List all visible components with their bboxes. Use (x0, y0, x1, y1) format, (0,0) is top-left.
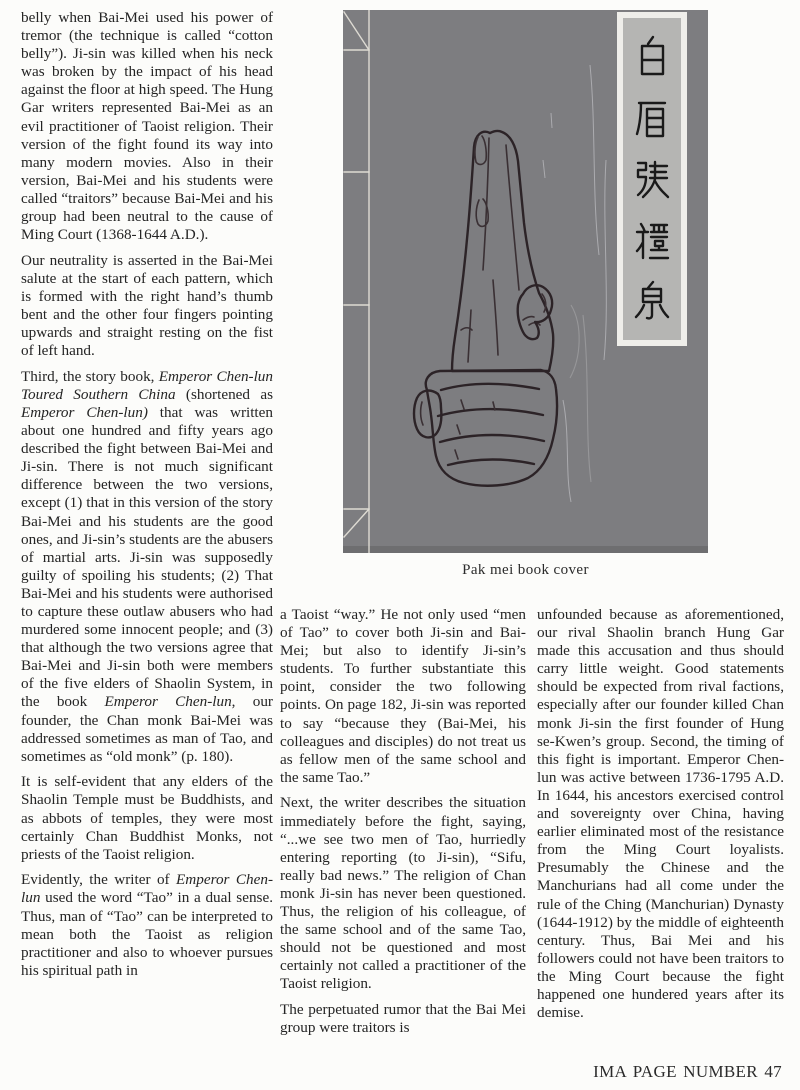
text-segment: Emperor Chen-lun Toured Southern China (21, 367, 273, 403)
title-strip (617, 12, 687, 346)
text-segment: unfounded because as aforementioned, our rival Shaolin branch Hung Gar made this accusation and thus should carry little weight. Good statements should be expected from rival factions, especially after our founder killed Chan monk Ji-sin the first founder of Hung se-Kwen’s group. Second, the timing of this fight is important. Emperor Chen-lun was active between 1736-1795 A.D. In 1644, his ancestors exercised control and sovereignty over China, having earlier eliminated most of the resistance from the Ming Court loyalists. Presumably the Chinese and the Manchurians had all come under the rule of the Ching (Manchurian) Dynasty (1644-1912) by the middle of eighteenth century. Thus, Bai Mei and his followers could not have been traitors to the Ming Court because the fight happened one hundered years after its demise. (537, 606, 784, 1022)
paragraph (280, 794, 526, 993)
page-number: IMA PAGE NUMBER 47 (593, 1062, 782, 1081)
text-segment: Emperor Chen-lun (104, 693, 232, 711)
paragraph (21, 871, 273, 980)
paragraph (280, 606, 526, 787)
book-cover-figure (343, 10, 708, 553)
paragraph (21, 773, 273, 863)
paragraph (21, 9, 273, 244)
text-segment: belly when Bai-Mei used his power of tremor (the technique is called “cotton belly”). Ji-sin was killed when his neck was broken by the impact of his head against the floor at high speed. The Hung Gar writers represented Bai-Mei as an evil practitioner of Taoist religion. Their version of the fight found its way into many modern movies. Also in their version, Bai-Mei and his students were called “traitors” because Bai-Mei and his group had been neutral to the cause of Ming Court (1368-1644 A.D.). (21, 9, 273, 244)
text-segment: (shortened as (175, 385, 273, 403)
text-segment: Next, the writer describes the situation immediately before the fight, saying, “...we see two men of Tao, hurriedly entering reporting (to Ji-sin), “Sifu, really bad news.” The religion of Chan monk Ji-sin has never been questioned. Thus, the religion of his colleague, of the same school and of the same Tao, should not be questioned and most certainly not called a practitioner of the Taoist religion. (280, 794, 526, 993)
text-segment: Emperor Chen-lun) (21, 403, 148, 421)
paragraph (280, 1001, 526, 1037)
paragraph (21, 252, 273, 361)
text-segment: , our founder, the Chan monk Bai-Mei was addressed sometimes as man of Tao, and sometimes as “old monk” (p. 180). (21, 693, 273, 765)
text-segment: that was written about one hundred and fifty years ago described the fight between Bai-Mei and Ji-sin. There is not much significant difference between the two versions, except (1) that in this version of the story Bai-Mei and his students are the good ones, and Ji-sin’s students are the abusers of martial arts. Ji-sin was supposedly guilty of spoiling his students; (2) That Bai-Mei and his students were authorised to capture these outlaw abusers who had murdered some innocent people; and (3) that although the two versions agree that Bai-Mei and Ji-sin both were members of the five elders of Shaolin System, in the book (21, 403, 273, 711)
text-segment: a Taoist “way.” He not only used “men of Tao” to cover both Ji-sin and Bai-Mei; but also to identify Ji-sin’s students. To further substantiate this point, consider the two following points. On page 182, Ji-sin was reported to say “because they (Bai-Mei, his colleagues and disciples) do not treat us as fellow men of the same school and the same Tao.” (280, 606, 526, 786)
book-cover-image (343, 10, 708, 553)
text-segment: Evidently, the writer of (21, 871, 177, 889)
text-segment: Emperor Chen-lun (21, 871, 273, 907)
cover-bottom-edge (343, 546, 708, 553)
text-segment: used the word “Tao” in a dual sense. Thus, man of “Tao” can be interpreted to mean both the Taoist as religion practitioner and also to whoever pursues his spiritual path in (21, 889, 273, 979)
column-middle (280, 606, 526, 1045)
paragraph (537, 606, 784, 1022)
text-segment: The perpetuated rumor that the Bai Mei group were traitors is (280, 1000, 526, 1037)
text-segment: It is self-evident that any elders of the Shaolin Temple must be Buddhists, and as abbots of temples, they were most certainly Chan Buddhist Monks, not priests of the Taoist religion. (21, 773, 273, 863)
text-segment: Third, the story book, (21, 367, 159, 385)
column-right (537, 606, 784, 1030)
column-left (21, 9, 273, 987)
text-segment: Our neutrality is asserted in the Bai-Mei salute at the start of each pattern, which is formed with the right hand’s thumb bent and the other four fingers pointing upwards and straight resting on the fist of left hand. (21, 251, 273, 360)
paragraph (21, 368, 273, 766)
figure-caption: Pak mei book cover (462, 562, 589, 578)
